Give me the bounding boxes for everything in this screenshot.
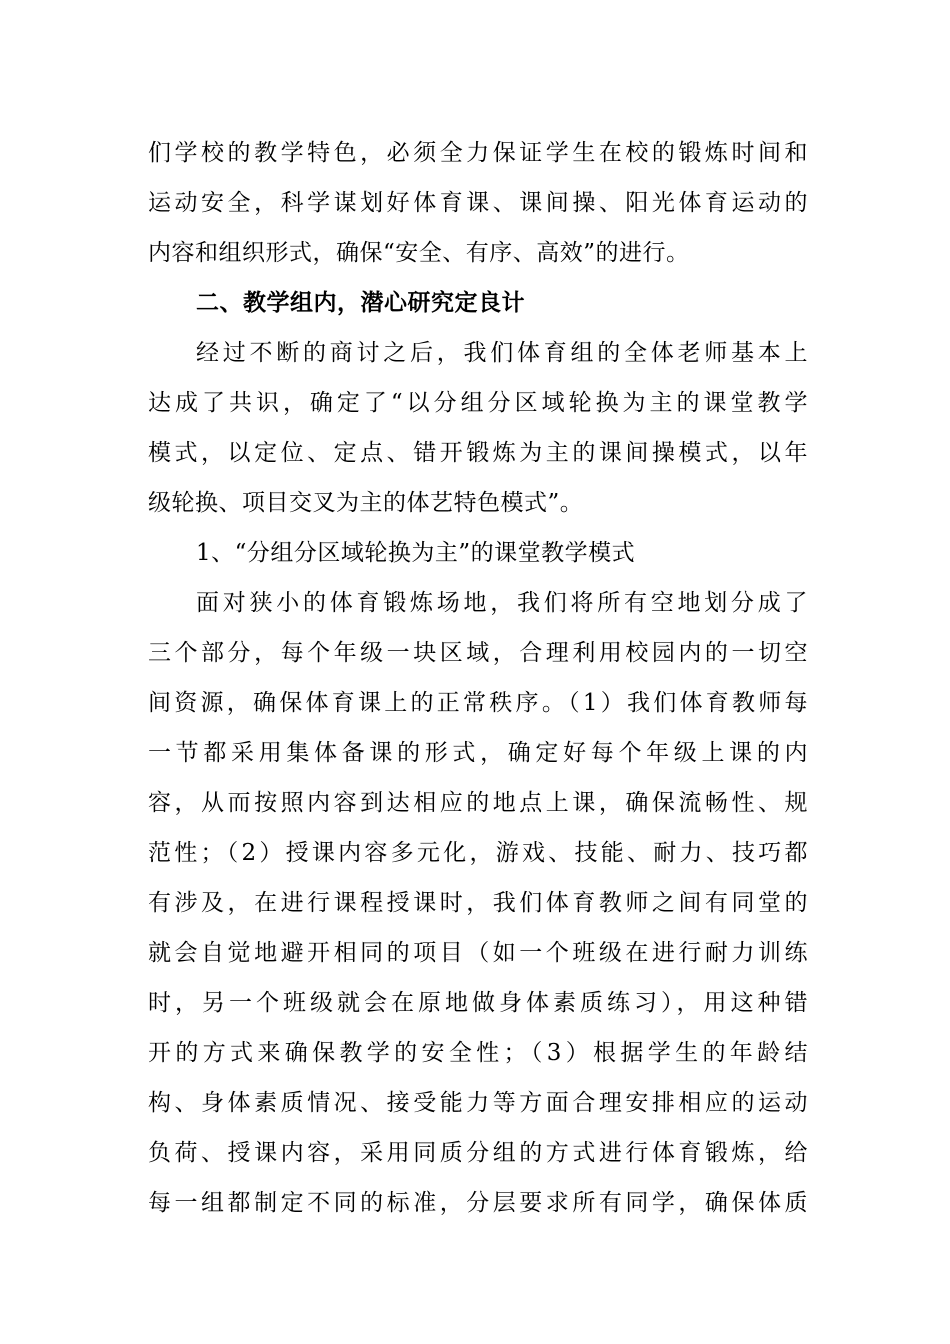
paragraph-line: 们学校的教学特色，必须全力保证学生在校的锻炼时间和 — [148, 140, 808, 166]
paragraph-line: 就会自觉地避开相同的项目（如一个班级在进行耐力训练 — [148, 940, 808, 966]
paragraph-line: 开的方式来确保教学的安全性；（3）根据学生的年龄结 — [148, 1040, 808, 1066]
paragraph-line: 一节都采用集体备课的形式，确定好每个年级上课的内 — [148, 740, 808, 766]
paragraph-line: 每一组都制定不同的标准，分层要求所有同学，确保体质 — [148, 1190, 808, 1216]
paragraph-line: 时，另一个班级就会在原地做身体素质练习），用这种错 — [148, 990, 808, 1016]
paragraph-line: 容，从而按照内容到达相应的地点上课，确保流畅性、规 — [148, 790, 808, 816]
subsection-heading: 1、“分组分区域轮换为主”的课堂教学模式 — [196, 540, 636, 566]
paragraph-line: 级轮换、项目交叉为主的体艺特色模式”。 — [148, 490, 584, 516]
paragraph-line: 负荷、授课内容，采用同质分组的方式进行体育锻炼，给 — [148, 1140, 808, 1166]
paragraph-line: 构、身体素质情况、接受能力等方面合理安排相应的运动 — [148, 1090, 808, 1116]
paragraph-line: 面对狭小的体育锻炼场地，我们将所有空地划分成了 — [196, 590, 808, 616]
paragraph-line: 三个部分，每个年级一块区域，合理利用校园内的一切空 — [148, 640, 808, 666]
paragraph-line: 间资源，确保体育课上的正常秩序。（1）我们体育教师每 — [148, 690, 808, 716]
section-heading: 二、教学组内，潜心研究定良计 — [196, 289, 525, 316]
paragraph-line: 范性；（2）授课内容多元化，游戏、技能、耐力、技巧都 — [148, 840, 808, 866]
paragraph-line: 达成了共识，确定了“以分组分区域轮换为主的课堂教学 — [148, 390, 808, 416]
paragraph-line: 内容和组织形式，确保“安全、有序、高效”的进行。 — [148, 240, 690, 266]
paragraph-line: 运动安全，科学谋划好体育课、课间操、阳光体育运动的 — [148, 190, 808, 216]
paragraph-line: 模式，以定位、定点、错开锻炼为主的课间操模式，以年 — [148, 440, 808, 466]
paragraph-line: 有涉及，在进行课程授课时，我们体育教师之间有同堂的 — [148, 890, 808, 916]
paragraph-line: 经过不断的商讨之后，我们体育组的全体老师基本上 — [196, 340, 808, 366]
